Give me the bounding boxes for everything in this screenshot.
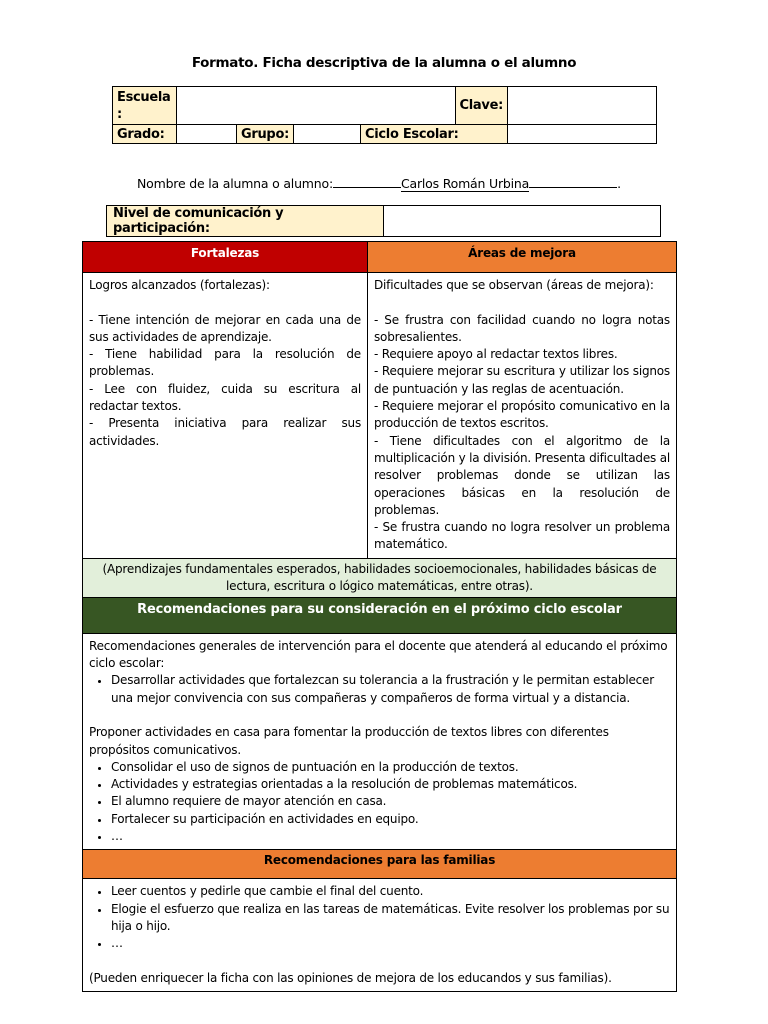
areas-mejora-header: Áreas de mejora <box>368 242 677 273</box>
fortaleza-item: - Lee con fluidez, cuida su escritura al redactar textos. <box>89 381 361 414</box>
recomendaciones-list-1 <box>89 672 670 707</box>
student-name-value: Carlos Román Urbina <box>400 176 530 191</box>
ciclo-escolar-field[interactable] <box>508 125 657 144</box>
ciclo-escolar-label: Ciclo Escolar: <box>361 125 508 144</box>
familia-item: • Leer cuentos y pedirle que cambie el final del cuento. <box>111 883 670 900</box>
recomendacion-item: • Desarrollar actividades que fortalezcan su tolerancia a la frustración y le permitan establecer una mejor convivencia con sus compañeras y compañeros de forma virtual y a distancia. <box>111 672 670 707</box>
escuela-label: Escuela : <box>113 87 177 125</box>
areas-mejora-cell <box>368 273 677 559</box>
grado-field[interactable] <box>177 125 237 144</box>
mejora-item: - Requiere mejorar el propósito comunicativo en la producción de textos escritos. <box>374 399 670 431</box>
fortaleza-item: - Tiene intención de mejorar en cada una de sus actividades de aprendizaje. <box>89 312 361 344</box>
student-name-line <box>137 176 657 192</box>
escuela-field[interactable] <box>177 87 456 125</box>
fortalezas-cell <box>83 273 368 559</box>
mejora-intro: Dificultades que se observan (áreas de mejora): <box>374 278 654 292</box>
school-info-table <box>112 86 657 144</box>
recomendacion-item: • Fortalecer su participación en actividades en equipo. <box>111 811 670 828</box>
main-table <box>82 241 677 992</box>
recomendaciones-header: Recomendaciones para su consideración en el próximo ciclo escolar <box>83 597 677 633</box>
nivel-label: Nivel de comunicación y participación: <box>107 206 384 237</box>
mejora-item: - Requiere mejorar su escritura y utilizar los signos de puntuación y las reglas de acentuación. <box>374 364 670 396</box>
recomendacion-item: • … <box>111 828 670 845</box>
mejora-item: - Se frustra con facilidad cuando no logra notas sobresalientes. <box>374 312 670 344</box>
aprendizajes-note: (Aprendizajes fundamentales esperados, habilidades socioemocionales, habilidades básicas de lectura, escritura o lógico matemáticas, entre otras). <box>83 558 677 597</box>
nivel-field[interactable] <box>384 206 661 237</box>
clave-label: Clave: <box>455 87 507 125</box>
recomendacion-item: • El alumno requiere de mayor atención en casa. <box>111 793 670 810</box>
familias-cell <box>83 879 677 992</box>
fortaleza-item: - Presenta iniciativa para realizar sus actividades. <box>89 416 361 448</box>
familia-item: • … <box>111 935 670 952</box>
recomendaciones-intro: Recomendaciones generales de intervención para el docente que atenderá al educando el próximo ciclo escolar: <box>89 638 668 671</box>
familia-item: • Elogie el esfuerzo que realiza en las tareas de matemáticas. Evite resolver los problemas por su hija o hijo. <box>111 901 670 936</box>
familias-note: (Pueden enriquecer la ficha con las opiniones de mejora de los educandos y sus familias). <box>89 970 612 985</box>
mejora-item: - Requiere apoyo al redactar textos libres. <box>374 347 618 362</box>
recomendaciones-list-2 <box>89 759 670 845</box>
grupo-label: Grupo: <box>237 125 294 144</box>
fortalezas-header: Fortalezas <box>83 242 368 273</box>
recomendaciones-cell <box>83 633 677 850</box>
student-name-end: . <box>617 176 621 191</box>
nivel-comunicacion-table <box>106 205 661 237</box>
grupo-field[interactable] <box>294 125 361 144</box>
student-name-label: Nombre de la alumna o alumno: <box>137 176 333 191</box>
recomendacion-item: • Consolidar el uso de signos de puntuación en la producción de textos. <box>111 759 670 776</box>
mejora-item: - Tiene dificultades con el algoritmo de la multiplicación y la división. Presenta dificultades al resolver problemas donde se utilizan las operaciones básicas en la resolución de problemas. <box>374 433 670 517</box>
familias-list <box>89 883 670 952</box>
fortalezas-intro: Logros alcanzados (fortalezas): <box>89 278 270 292</box>
mejora-item: - Se frustra cuando no logra resolver un problema matemático. <box>374 520 670 552</box>
document-title: Formato. Ficha descriptiva de la alumna o el alumno <box>191 55 577 71</box>
fortaleza-item: - Tiene habilidad para la resolución de problemas. <box>89 347 361 379</box>
familias-header: Recomendaciones para las familias <box>83 850 677 879</box>
grado-label: Grado: <box>113 125 177 144</box>
clave-field[interactable] <box>508 87 657 125</box>
recomendacion-item: • Actividades y estrategias orientadas a la resolución de problemas matemáticos. <box>111 776 670 793</box>
recomendaciones-para2: Proponer actividades en casa para fomentar la producción de textos libres con diferentes propósitos comunicativos. <box>89 725 609 757</box>
